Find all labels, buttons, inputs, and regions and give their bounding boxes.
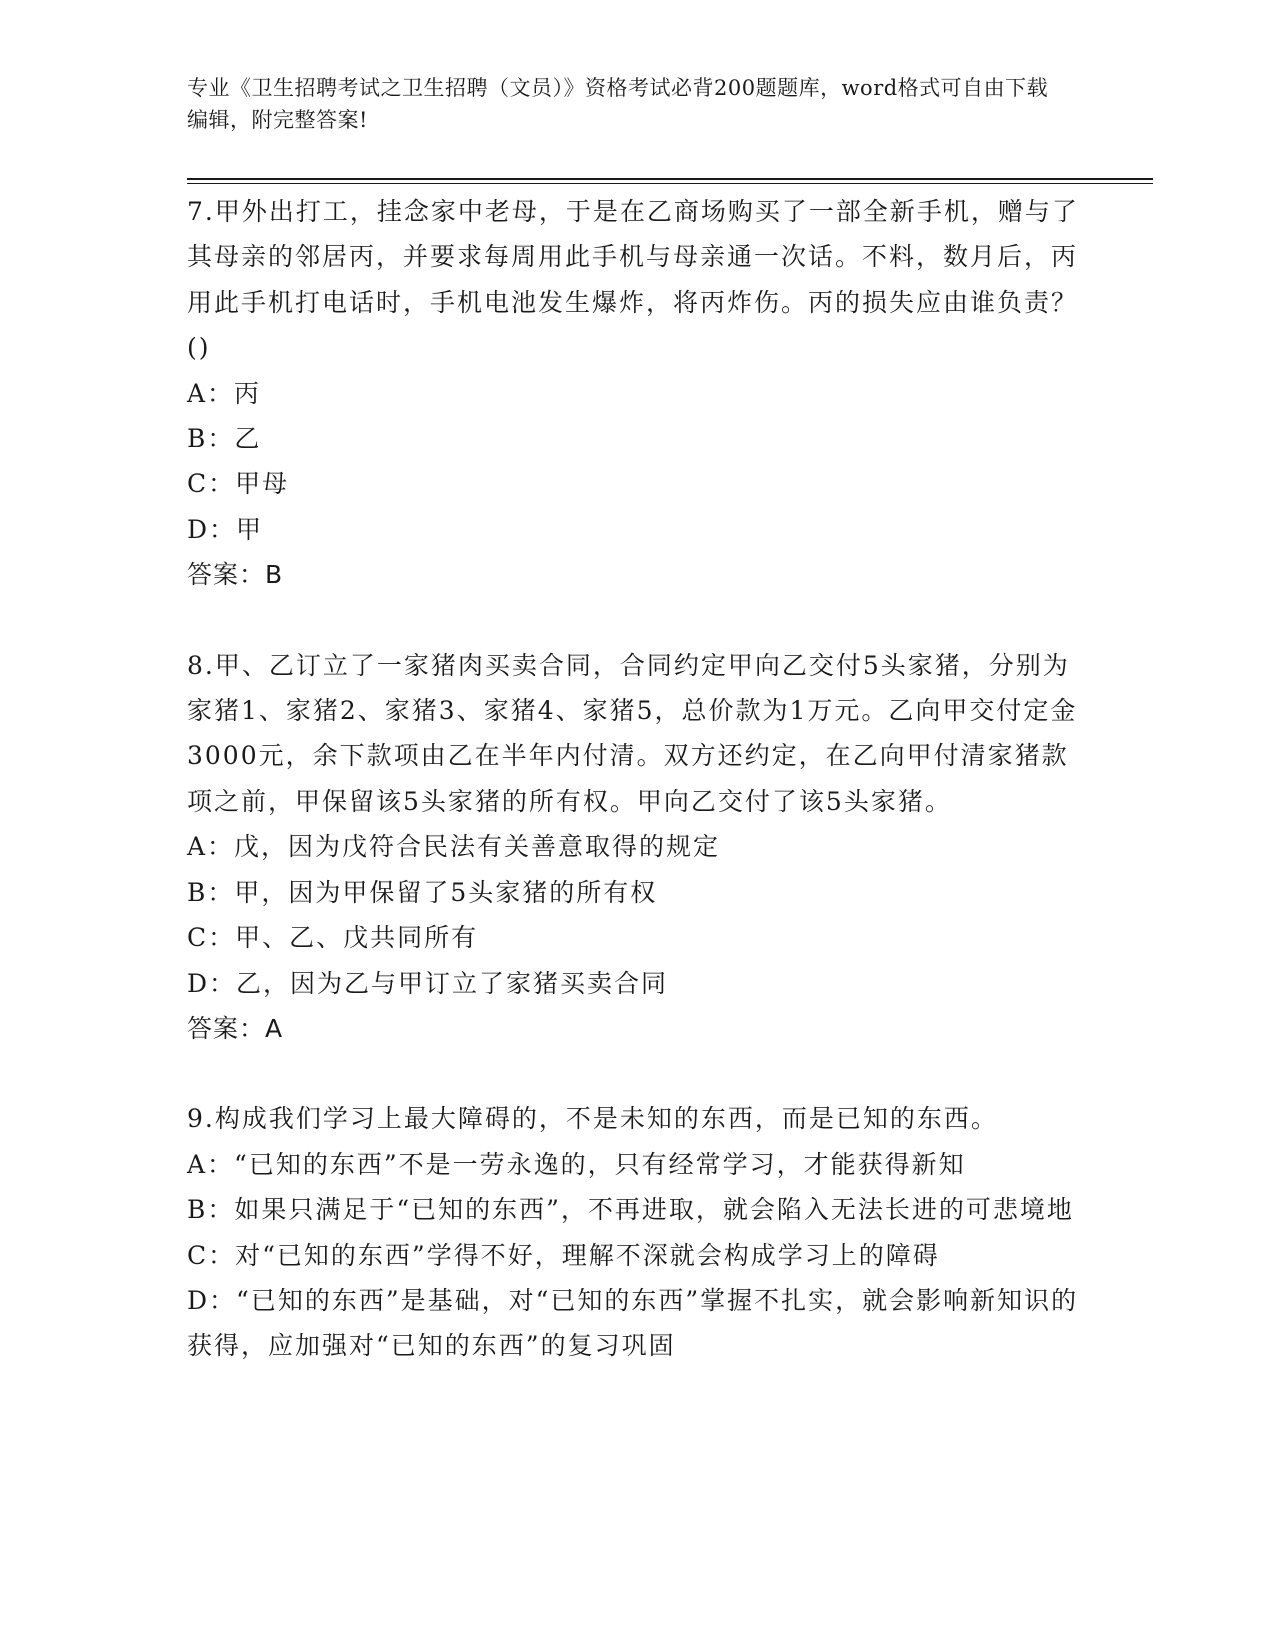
answer: 答案：B [187, 560, 284, 590]
option-c: C：对“已知的东西”学得不好，理解不深就会构成学习上的障碍 [187, 1240, 940, 1270]
question-stem: 8.甲、乙订立了一家猪肉买卖合同，合同约定甲向乙交付5头家猪，分别为家猪1、家猪2、家猪3、家猪4、家猪5，总价款为1万元。乙向甲交付定金3000元，余下款项由乙在半年内付清。双方还约定，在乙向甲付清家猪款项之前，甲保留该5头家猪的所有权。甲向乙交付了该5头家猪。 [187, 650, 1078, 816]
option-c: C：甲母 [187, 469, 290, 499]
option-d: D：甲 [187, 514, 264, 544]
question-stem: 9.构成我们学习上最大障碍的，不是未知的东西，而是已知的东西。 [187, 1104, 998, 1134]
option-b: B：甲，因为甲保留了5头家猪的所有权 [187, 877, 658, 907]
option-b: B：如果只满足于“已知的东西”，不再进取，就会陷入无法长进的可悲境地 [187, 1195, 1074, 1225]
question-list [187, 189, 1087, 1369]
option-a: A：丙 [187, 378, 262, 408]
option-d: D：“已知的东西”是基础，对“已知的东西”掌握不扎实，就会影响新知识的获得，应加强对“已知的东西”的复习巩固 [187, 1285, 1079, 1361]
question-7 [187, 189, 1087, 598]
header-rule-thick [187, 178, 1153, 180]
answer: 答案：A [187, 1013, 284, 1043]
question-8 [187, 643, 1087, 1052]
header-rule-thin [187, 183, 1153, 184]
option-a: A：戊，因为戊符合民法有关善意取得的规定 [187, 832, 721, 862]
option-b: B：乙 [187, 424, 262, 454]
option-d: D：乙，因为乙与甲订立了家猪买卖合同 [187, 968, 669, 998]
question-9 [187, 1096, 1087, 1368]
question-stem: 7.甲外出打工，挂念家中老母，于是在乙商场购买了一部全新手机，赠与了其母亲的邻居丙，并要求每周用此手机与母亲通一次话。不料，数月后，丙用此手机打电话时，手机电池发生爆炸，将丙炸伤。丙的损失应由谁负责？() [187, 197, 1079, 363]
option-a: A：“已知的东西”不是一劳永逸的，只有经常学习，才能获得新知 [187, 1149, 966, 1179]
page-header: 专业《卫生招聘考试之卫生招聘（文员）》资格考试必背200题题库，word格式可自由下载编辑，附完整答案! [187, 76, 1049, 132]
option-c: C：甲、乙、戊共同所有 [187, 923, 479, 953]
